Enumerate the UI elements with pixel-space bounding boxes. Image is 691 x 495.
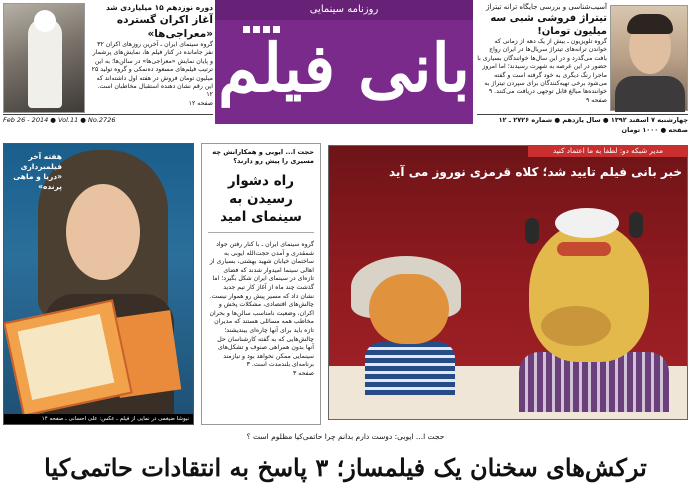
header-left-date: دوره نوزدهم ۱۵ میلیاردی شد [105, 3, 213, 12]
header-left-story[interactable] [3, 3, 213, 127]
header-left-photo [3, 3, 85, 113]
issue-info-english: Feb 26 - 2014 ● Vol.11 ● No.2726 [3, 114, 213, 124]
main-story-photo[interactable] [328, 145, 688, 420]
masthead-name: بانی فیلم [217, 29, 471, 107]
left-photo-overlay: هفته آخر فیلمبرداری «دریا و ماهی پرنده» [13, 152, 62, 191]
header-right-headline[interactable]: تیتراژ فروشی شبی سه میلیون تومان! [490, 13, 607, 37]
header-right-kicker: آسیب‌شناسی و بررسی جایگاه ترانه تیتراژ [486, 3, 607, 11]
main-story-headline[interactable]: خبر بانی فیلم تایید شد؛ کلاه قرمزی نوروز می آید [388, 165, 682, 179]
header-right-body: گروه تلویزیون ـ بیش از یک دهه از زمانی که خواندن ترانه‌های تیتراژ سریال‌ها در ایران رواج یافت می‌گذرد و در این سال‌ها خوانندگان بسیاری با حضور در این عرصه به شهرت رسیدند؛ اما امروز ماجرا رنگ دیگری به خود گرفته است و گفته می‌شود برخی تهیه‌کنندگان برای سپردن تیتراژ به خواننده‌ها مبالغ قابل توجهی دریافت می‌کنند. ۹ [477, 38, 607, 96]
main-story-header [328, 145, 688, 185]
main-story-kicker: مدیر شبکه دو: لطفا به ما اعتماد کنید [528, 145, 688, 157]
header-right-story[interactable] [477, 3, 688, 127]
header-right-text [477, 3, 607, 115]
header-left-text [89, 3, 213, 123]
bottom-kicker: حجت ا... ایوبی: دوست دارم بدانم چرا حاتمی‌کیا مظلوم است ؟ [246, 432, 445, 441]
header-left-headline[interactable]: آغاز اکران گسترده «معراجی‌ها» [116, 14, 213, 40]
middle-headline[interactable]: راه دشوار رسیدن به سینمای امید [208, 172, 314, 233]
left-photo-story[interactable] [3, 143, 194, 425]
issue-info-persian: چهارشنبه ۷ اسفند ۱۳۹۲ ● سال یازدهم ● شماره ۲۷۲۶ ـ ۱۲ صفحه ● ۱۰۰۰ تومان [477, 114, 688, 124]
middle-body: گروه سینمای ایران ـ با کنار رفتن جواد شمقدری و آمدن حجت‌الله ایوبی به ساختمان خیابان شهید بهشتی، بسیاری از اهالی سینما امیدوار شدند که فضای تازه‌ای در سینمای ایران شکل بگیرد؛ اما گذشت چند ماه از آغاز کار تیم جدید نشان داد که مسیر پیش رو هموار نیست. چالش‌های اقتصادی، مشکلات پخش و اکران، وضعیت نامناسب سالن‌ها و بحران مخاطب همه مسائلی هستند که مدیران تازه باید برای آنها چاره‌ای بیندیشند؛ چالش‌هایی که به گفته کارشناسان حل آنها بدون همراهی صنوف و تشکل‌های سینمایی ممکن نخواهد بود و نیازمند برنامه‌ای بلندمدت است. ۳ [209, 241, 314, 369]
masthead-tagline: روزنامه سینمایی [215, 0, 473, 20]
header-left-page-ref: صفحه ۱۲ [188, 99, 213, 107]
header-left-body: گروه سینمای ایران ـ آخرین روزهای اکران ۳۲ نفر جامانده در کنار فیلم ها، نمایش‌های پرشمار و پایان نمایش «معراجی‌ها» در سالن‌ها؛ به این ترتیب فیلم‌های مسعود ده‌نمکی و گروه تولید ۲۵ میلیون تومان فروش در هفته اول داشته‌اند که این رقم نشان دهنده استقبال مخاطبان است. ۱۲ [91, 41, 213, 99]
left-photo-caption: نیوشا ضیغمی در نمایی از فیلم ـ عکس: علی احسانی ـ صفحه ۱۴ [4, 414, 193, 424]
bottom-headline[interactable]: ترکش‌های سخنان یک فیلمساز؛ ۳ پاسخ به انتقادات حاتمی‌کیا [44, 453, 647, 482]
masthead-logo[interactable] [215, 0, 473, 124]
middle-page-ref: صفحه ۳ [293, 369, 314, 377]
header-right-photo [610, 5, 688, 111]
middle-column-story[interactable] [201, 143, 321, 425]
header-right-page-ref: صفحه ۹ [586, 96, 607, 104]
middle-kicker: حجت ا... ایوبی و همکارانش چه مسیری را پیش رو دارند؟ [212, 148, 314, 165]
